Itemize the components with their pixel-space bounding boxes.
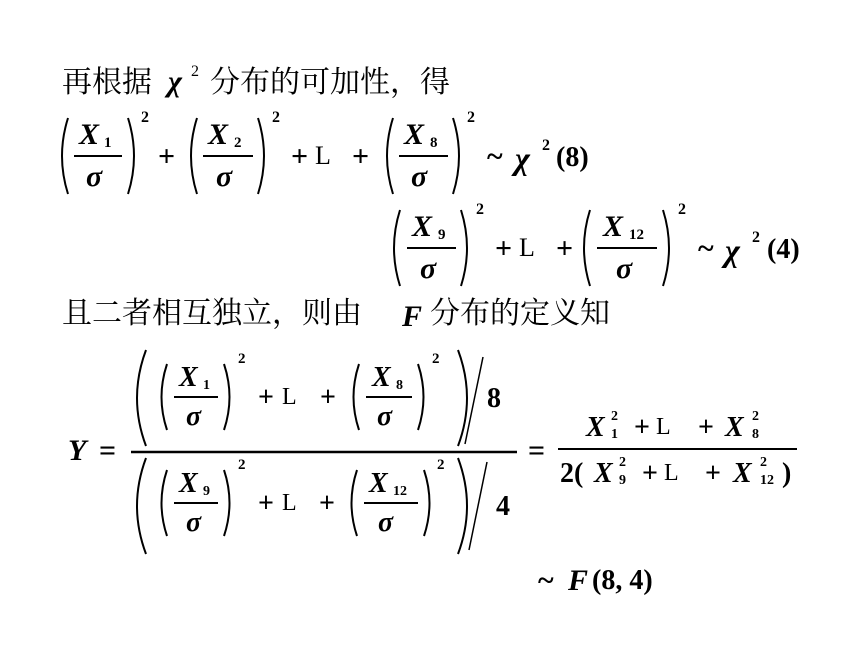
chi-symbol: χ [168,65,182,98]
equals: = [528,434,546,467]
plus: + [634,412,650,443]
var-x: X [603,210,624,243]
ellipsis-glyph: L [656,414,671,440]
var-x: X [412,210,433,243]
equals: = [99,434,117,467]
subscript: 1 [611,427,618,442]
var-x: X [594,458,613,489]
sigma: σ [86,160,103,193]
exponent: 2 [752,409,759,424]
subscript: 2 [234,135,242,151]
plus: + [495,232,513,265]
subscript: 12 [629,227,644,243]
tilde: ~ [487,140,503,173]
coefficient: 2( [560,458,584,489]
left-paren [137,350,146,446]
left-paren [162,364,168,430]
exponent: 2 [432,351,440,367]
division-slash [469,462,487,550]
chi-symbol: χ [725,232,740,268]
var-x: X [725,412,744,443]
plus: + [291,140,309,173]
exponent: 2 [238,457,246,473]
left-paren [137,458,146,554]
sigma: σ [420,252,437,285]
sigma: σ [186,507,202,538]
left-paren [162,470,168,536]
left-paren [354,364,360,430]
left-paren [352,470,358,536]
degrees-of-freedom: (8) [556,142,589,173]
left-paren [62,118,68,194]
ellipsis-glyph: L [282,384,297,410]
sigma: σ [186,401,202,432]
var-y: Y [68,434,87,467]
subscript: 8 [396,378,403,393]
line2-suffix: 分布的定义知 [430,296,610,331]
right-paren [663,210,669,286]
var-x: X [404,118,425,151]
subscript: 12 [393,484,407,499]
exponent: 2 [476,201,484,218]
closing-paren: ) [782,458,792,489]
exponent: 2 [619,455,626,470]
left-paren [584,210,590,286]
chi-exponent: 2 [191,63,199,80]
plus: + [705,458,721,489]
subscript: 12 [760,473,774,488]
right-paren [461,210,467,286]
plus: + [158,140,176,173]
left-paren [191,118,197,194]
subscript: 8 [752,427,759,442]
right-paren [453,118,459,194]
right-paren [458,350,467,446]
exponent: 2 [678,201,686,218]
f-symbol: F [402,300,423,333]
var-x: X [179,468,198,499]
left-paren [387,118,393,194]
plus: + [698,412,714,443]
sigma: σ [411,160,428,193]
right-paren [418,364,424,430]
left-paren [394,210,400,286]
plus: + [320,382,336,413]
right-paren [424,470,430,536]
exponent: 2 [760,455,767,470]
ellipsis-glyph: L [519,233,535,262]
line2-prefix: 且二者相互独立，则由 [62,296,362,331]
right-paren [258,118,264,194]
chi-exponent: 2 [542,137,550,154]
plus: + [556,232,574,265]
exponent: 2 [611,409,618,424]
subscript: 9 [203,484,210,499]
f-symbol: F [568,564,589,597]
sigma: σ [377,401,393,432]
right-paren [224,470,230,536]
var-x: X [179,362,198,393]
right-paren [224,364,230,430]
numerator-divisor: 8 [487,383,501,414]
var-x: X [79,118,100,151]
ellipsis-glyph: L [664,460,679,486]
ellipsis-glyph: L [315,141,331,170]
tilde: ~ [538,564,554,597]
f-arguments: (8, 4) [592,565,653,596]
degrees-of-freedom: (4) [767,234,800,265]
var-x: X [208,118,229,151]
chi-symbol: χ [515,140,530,176]
right-paren [128,118,134,194]
exponent: 2 [437,457,445,473]
plus: + [642,458,658,489]
right-paren [458,458,467,554]
sigma: σ [616,252,633,285]
line1-prefix: 再根据 [62,65,152,100]
plus: + [319,488,335,519]
plus: + [258,488,274,519]
denominator-divisor: 4 [496,491,510,522]
chi-exponent: 2 [752,229,760,246]
exponent: 2 [141,109,149,126]
exponent: 2 [238,351,246,367]
var-x: X [372,362,391,393]
plus: + [258,382,274,413]
subscript: 8 [430,135,438,151]
ellipsis-glyph: L [282,490,297,516]
subscript: 9 [619,473,626,488]
subscript: 9 [438,227,446,243]
subscript: 1 [104,135,112,151]
subscript: 1 [203,378,210,393]
exponent: 2 [467,109,475,126]
exponent: 2 [272,109,280,126]
line1-suffix: 分布的可加性，得 [210,65,450,100]
var-x: X [369,468,388,499]
var-x: X [733,458,752,489]
sigma: σ [378,507,394,538]
plus: + [352,140,370,173]
tilde: ~ [698,232,714,265]
sigma: σ [216,160,233,193]
var-x: X [586,412,605,443]
